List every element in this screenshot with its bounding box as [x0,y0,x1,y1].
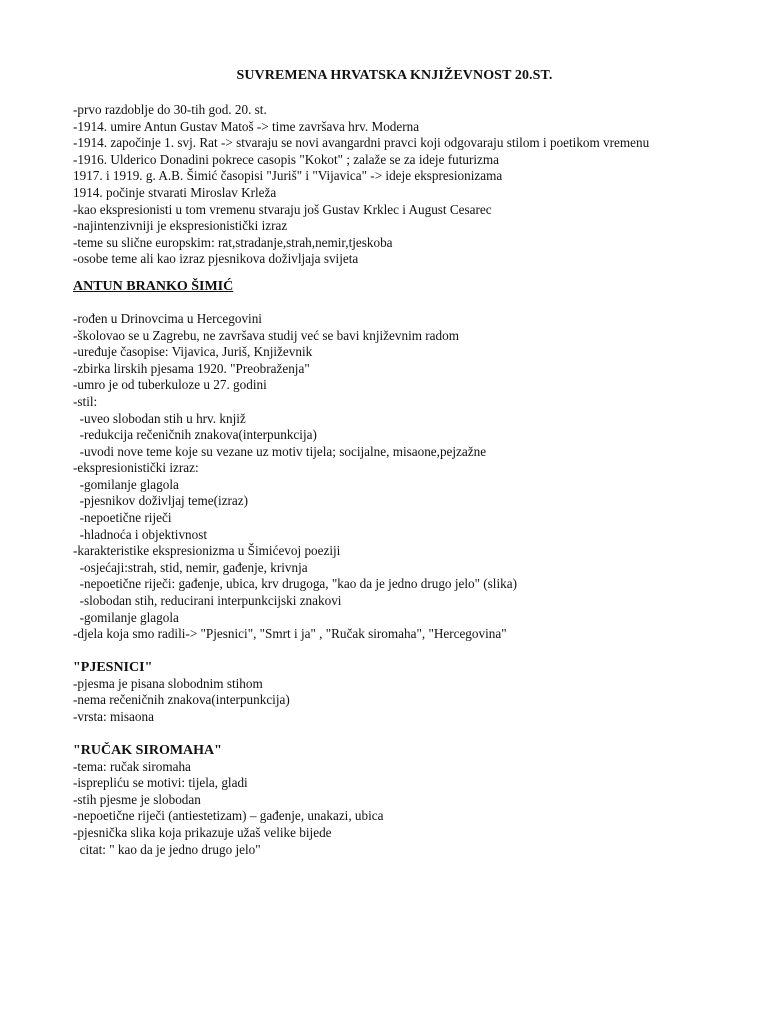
intro-list [73,102,708,268]
list-item: -nema rečeničnih znakova(interpunkcija) [73,692,290,708]
list-item: -djela koja smo radili-> "Pjesnici", "Smrt i ja" , "Ručak siromaha", "Hercegovina" [73,626,507,642]
list-item: -pjesma je pisana slobodnim stihom [73,675,263,691]
list-item: -slobodan stih, reducirani interpunkcijski znakovi [73,593,342,609]
list-item: -rođen u Drinovcima u Hercegovini [73,310,262,326]
list-item: citat: " kao da je jedno drugo jelo" [73,841,261,857]
list-item: -nepoetične riječi (antiestetizam) – gađenje, unakazi, ubica [73,808,384,824]
intro-line: 1917. i 1919. g. A.B. Šimić časopisi "Juriš" i "Vijavica" -> ideje ekspresionizama [73,168,503,184]
pjesnici-list [73,676,708,726]
list-item: -uvodi nove teme koje su vezane uz motiv tijela; socijalne, misaone,pejzažne [73,443,487,459]
list-item: -pjesnička slika koja prikazuje užaš velike bijede [73,824,332,840]
section-heading-simic: ANTUN BRANKO ŠIMIĆ [73,278,234,294]
list-item: -gomilanje glagola [73,476,179,492]
simic-list [73,311,708,643]
document-title: SUVREMENA HRVATSKA KNJIŽEVNOST 20.ST. [236,68,553,83]
list-item: -uređuje časopise: Vijavica, Juriš, Književnik [73,344,313,360]
list-item: -osjećaji:strah, stid, nemir, gađenje, krivnja [73,559,308,575]
list-item: -zbirka lirskih pjesama 1920. "Preobraženja" [73,360,310,376]
list-item: -vrsta: misaona [73,709,154,724]
list-item: -školovao se u Zagrebu, ne završava studij već se bavi književnim radom [73,327,459,343]
list-item: -tema: ručak siromaha [73,758,191,774]
list-item: -hladnoća i objektivnost [73,526,208,542]
intro-line: -prvo razdoblje do 30-tih god. 20. st. [73,102,267,117]
intro-line: -teme su slične europskim: rat,stradanje,strah,nemir,tjeskoba [73,234,393,250]
section-heading-rucak-siromaha: "RUČAK SIROMAHA" [73,742,222,758]
intro-line: -1914. umire Antun Gustav Matoš -> time završava hrv. Moderna [73,118,420,134]
list-item: -isprepliću se motivi: tijela, gladi [73,775,248,791]
intro-line: -kao ekspresionisti u tom vremenu stvaraju još Gustav Krklec i August Cesarec [73,201,492,217]
list-item: -nepoetične riječi: gađenje, ubica, krv drugoga, "kao da je jedno drugo jelo" (slika) [73,576,517,592]
intro-line: -1914. započinje 1. svj. Rat -> stvaraju se novi avangardni pravci koji odgovaraju stilom i poetikom vremenu [73,135,650,151]
rucak-siromaha-list [73,759,708,859]
list-item: -ekspresionistički izraz: [73,460,199,476]
list-item: -gomilanje glagola [73,609,179,625]
intro-line: 1914. počinje stvarati Miroslav Krleža [73,184,277,200]
list-item: -karakteristike ekspresionizma u Šimićevoj poeziji [73,543,341,559]
list-item: -uveo slobodan stih u hrv. knjiž [73,410,246,426]
list-item: -umro je od tuberkuloze u 27. godini [73,377,267,393]
intro-line: -najintenzivniji je ekspresionistički izraz [73,218,288,234]
list-item: -redukcija rečeničnih znakova(interpunkcija) [73,427,317,443]
list-item: -stil: [73,393,98,409]
list-item: -stih pjesme je slobodan [73,791,201,807]
section-heading-pjesnici: "PJESNICI" [73,659,153,675]
intro-line: -1916. Ulderico Donadini pokrece casopis "Kokot" ; zalaže se za ideje futurizma [73,151,500,167]
intro-line: -osobe teme ali kao izraz pjesnikova doživljaja svijeta [73,251,359,267]
list-item: -pjesnikov doživljaj teme(izraz) [73,493,249,509]
list-item: -nepoetične riječi [73,510,172,526]
